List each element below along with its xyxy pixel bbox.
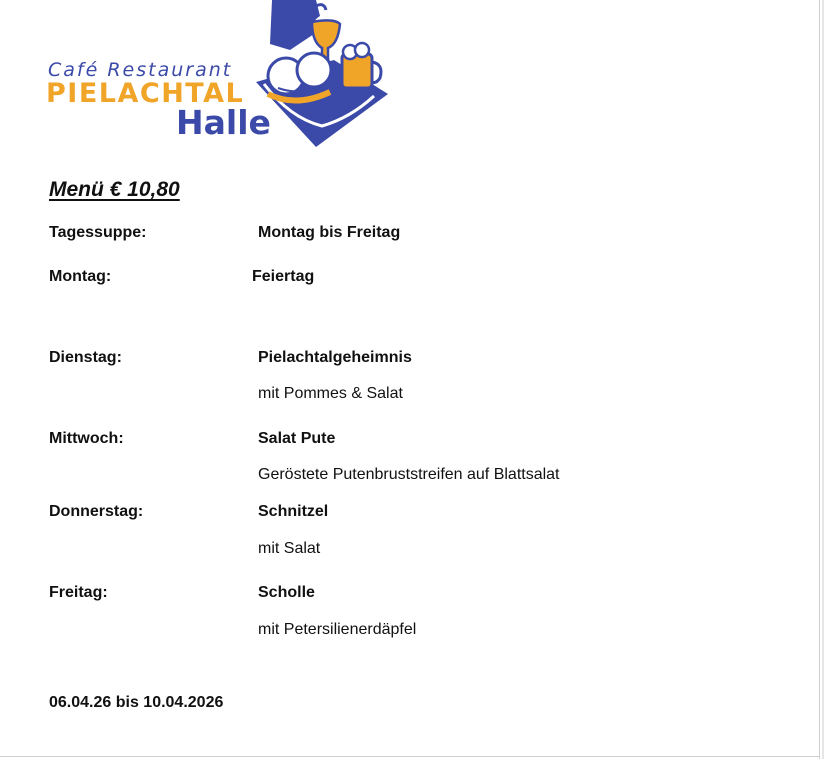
soup-value: Montag bis Freitag [258, 224, 401, 241]
day-label-donnerstag: Donnerstag: [49, 503, 144, 520]
page-edge-bottom [0, 756, 820, 757]
day-dish-donnerstag: Schnitzel [258, 503, 329, 520]
logo-line-cafe: Café Restaurant [48, 59, 233, 81]
day-dish-dienstag: Pielachtalgeheimnis [258, 349, 412, 366]
day-label-montag: Montag: [49, 268, 112, 285]
restaurant-logo [44, 0, 394, 150]
day-note-dienstag: mit Pommes & Salat [258, 385, 403, 402]
day-label-mittwoch: Mittwoch: [49, 430, 124, 447]
logo-line-pielachtal: PIELACHTAL [46, 78, 245, 109]
day-dish-mittwoch: Salat Pute [258, 430, 336, 447]
day-label-dienstag: Dienstag: [49, 349, 122, 366]
day-note-freitag: mit Petersilienerdäpfel [258, 621, 417, 638]
day-label-freitag: Freitag: [49, 584, 108, 601]
page-edge [819, 0, 820, 759]
day-dish-freitag: Scholle [258, 584, 315, 601]
menu-title: Menü € 10,80 [49, 178, 180, 201]
day-note-donnerstag: mit Salat [258, 540, 321, 557]
soup-label: Tagessuppe: [49, 224, 147, 241]
logo-line-halle: Halle [176, 103, 271, 142]
day-dish-montag: Feiertag [252, 268, 315, 285]
day-note-mittwoch: Geröstete Putenbruststreifen auf Blattsalat [258, 466, 560, 483]
date-range: 06.04.26 bis 10.04.2026 [49, 694, 224, 711]
food-plate-icon [250, 0, 394, 150]
